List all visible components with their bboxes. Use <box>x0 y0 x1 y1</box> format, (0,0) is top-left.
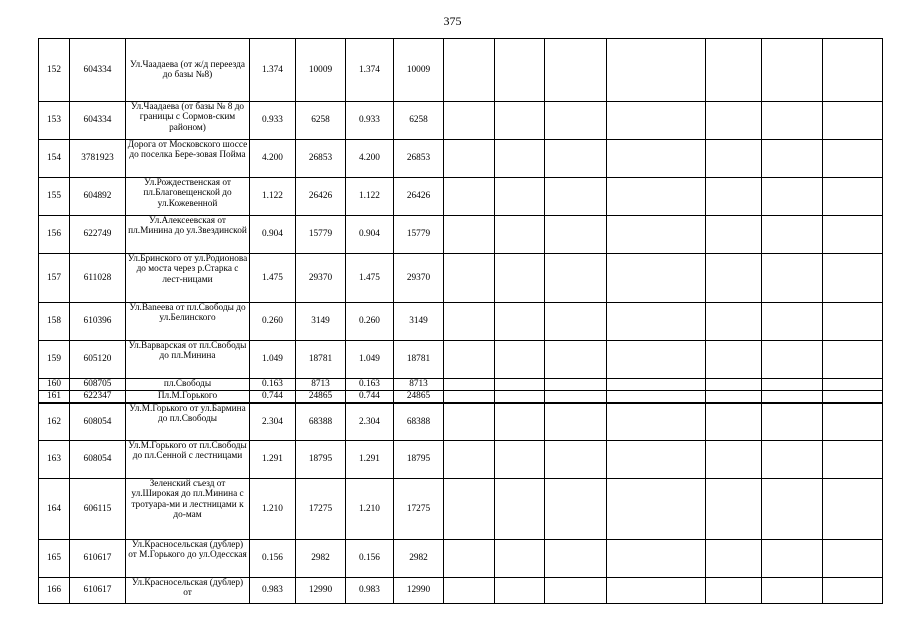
road-name: Ул.Красносельская (дублер) от М.Горького до ул.Одесская <box>126 540 250 578</box>
empty-cell <box>444 540 495 578</box>
road-name: Ул.Чаадаева (от ж/д переезда до базы №8) <box>126 39 250 102</box>
area-total: 68388 <box>296 403 346 441</box>
area-part: 8713 <box>394 379 444 391</box>
length-total: 1.291 <box>250 441 296 479</box>
empty-cell <box>444 102 495 140</box>
empty-cell <box>545 391 607 403</box>
area-total: 24865 <box>296 391 346 403</box>
empty-cell <box>762 216 823 254</box>
area-total: 17275 <box>296 479 346 540</box>
table-row <box>39 178 883 216</box>
empty-cell <box>444 479 495 540</box>
area-total: 8713 <box>296 379 346 391</box>
road-code: 610396 <box>70 303 126 341</box>
empty-cell <box>444 303 495 341</box>
area-part: 29370 <box>394 254 444 303</box>
empty-cell <box>545 379 607 391</box>
empty-cell <box>444 578 495 604</box>
row-number: 157 <box>39 254 70 303</box>
empty-cell <box>545 140 607 178</box>
length-part: 1.475 <box>346 254 394 303</box>
empty-cell <box>495 441 545 479</box>
length-part: 0.260 <box>346 303 394 341</box>
empty-cell <box>823 391 883 403</box>
row-number: 160 <box>39 379 70 391</box>
empty-cell <box>607 102 706 140</box>
empty-cell <box>823 578 883 604</box>
empty-cell <box>495 254 545 303</box>
empty-cell <box>607 379 706 391</box>
empty-cell <box>762 391 823 403</box>
empty-cell <box>444 216 495 254</box>
empty-cell <box>823 341 883 379</box>
length-part: 1.049 <box>346 341 394 379</box>
empty-cell <box>607 216 706 254</box>
empty-cell <box>607 403 706 441</box>
length-total: 0.156 <box>250 540 296 578</box>
empty-cell <box>823 254 883 303</box>
table-row <box>39 216 883 254</box>
length-part: 0.163 <box>346 379 394 391</box>
row-number: 155 <box>39 178 70 216</box>
empty-cell <box>444 403 495 441</box>
length-total: 0.163 <box>250 379 296 391</box>
length-part: 1.291 <box>346 441 394 479</box>
empty-cell <box>762 403 823 441</box>
length-total: 0.744 <box>250 391 296 403</box>
area-part: 68388 <box>394 403 444 441</box>
row-number: 161 <box>39 391 70 403</box>
empty-cell <box>545 403 607 441</box>
length-part: 2.304 <box>346 403 394 441</box>
road-name: Ул.М.Горького от ул.Бармина до пл.Свободы <box>126 403 250 441</box>
empty-cell <box>495 303 545 341</box>
empty-cell <box>545 216 607 254</box>
road-name: Ул.Ваneева от пл.Свободы до ул.Белинского <box>126 303 250 341</box>
table-row <box>39 441 883 479</box>
length-total: 2.304 <box>250 403 296 441</box>
length-total: 1.210 <box>250 479 296 540</box>
table-row <box>39 39 883 102</box>
length-part: 1.374 <box>346 39 394 102</box>
area-part: 12990 <box>394 578 444 604</box>
empty-cell <box>823 441 883 479</box>
empty-cell <box>762 578 823 604</box>
length-total: 0.983 <box>250 578 296 604</box>
empty-cell <box>762 341 823 379</box>
length-part: 0.156 <box>346 540 394 578</box>
road-name: Ул.Рождественская от пл.Благовещенской до ул.Кожевенной <box>126 178 250 216</box>
empty-cell <box>823 216 883 254</box>
row-number: 166 <box>39 578 70 604</box>
empty-cell <box>823 303 883 341</box>
road-code: 608054 <box>70 441 126 479</box>
empty-cell <box>823 479 883 540</box>
row-number: 156 <box>39 216 70 254</box>
empty-cell <box>444 441 495 479</box>
area-total: 26426 <box>296 178 346 216</box>
row-number: 154 <box>39 140 70 178</box>
empty-cell <box>545 540 607 578</box>
area-part: 15779 <box>394 216 444 254</box>
area-total: 2982 <box>296 540 346 578</box>
roads-table <box>38 38 883 604</box>
empty-cell <box>444 254 495 303</box>
area-part: 10009 <box>394 39 444 102</box>
road-name: пл.Свободы <box>126 379 250 391</box>
area-part: 18795 <box>394 441 444 479</box>
empty-cell <box>607 39 706 102</box>
empty-cell <box>823 178 883 216</box>
empty-cell <box>762 178 823 216</box>
length-part: 0.744 <box>346 391 394 403</box>
empty-cell <box>495 102 545 140</box>
empty-cell <box>545 39 607 102</box>
empty-cell <box>444 140 495 178</box>
length-part: 4.200 <box>346 140 394 178</box>
empty-cell <box>444 341 495 379</box>
road-code: 604892 <box>70 178 126 216</box>
row-number: 162 <box>39 403 70 441</box>
empty-cell <box>495 540 545 578</box>
empty-cell <box>545 341 607 379</box>
area-total: 18781 <box>296 341 346 379</box>
empty-cell <box>706 178 762 216</box>
empty-cell <box>607 441 706 479</box>
length-total: 1.475 <box>250 254 296 303</box>
empty-cell <box>495 216 545 254</box>
area-part: 3149 <box>394 303 444 341</box>
road-name: Ул.Бринского от ул.Родионова до моста через р.Старка с лест-ницами <box>126 254 250 303</box>
empty-cell <box>823 140 883 178</box>
empty-cell <box>762 540 823 578</box>
road-code: 622749 <box>70 216 126 254</box>
empty-cell <box>495 578 545 604</box>
empty-cell <box>823 39 883 102</box>
empty-cell <box>495 403 545 441</box>
empty-cell <box>545 303 607 341</box>
row-number: 164 <box>39 479 70 540</box>
area-part: 2982 <box>394 540 444 578</box>
empty-cell <box>762 39 823 102</box>
empty-cell <box>607 391 706 403</box>
area-total: 3149 <box>296 303 346 341</box>
empty-cell <box>607 254 706 303</box>
road-name: Зеленский съезд от ул.Широкая до пл.Минина с тротуара-ми и лестницами к до-мам <box>126 479 250 540</box>
row-number: 152 <box>39 39 70 102</box>
empty-cell <box>545 178 607 216</box>
empty-cell <box>706 254 762 303</box>
empty-cell <box>823 379 883 391</box>
length-total: 1.374 <box>250 39 296 102</box>
area-part: 26853 <box>394 140 444 178</box>
empty-cell <box>495 140 545 178</box>
empty-cell <box>762 379 823 391</box>
table-row <box>39 102 883 140</box>
row-number: 159 <box>39 341 70 379</box>
table-row <box>39 479 883 540</box>
length-total: 4.200 <box>250 140 296 178</box>
empty-cell <box>706 391 762 403</box>
empty-cell <box>545 254 607 303</box>
length-part: 0.983 <box>346 578 394 604</box>
empty-cell <box>762 254 823 303</box>
length-total: 1.122 <box>250 178 296 216</box>
length-total: 0.904 <box>250 216 296 254</box>
empty-cell <box>545 479 607 540</box>
empty-cell <box>607 578 706 604</box>
road-name: Ул.Варварская от пл.Свободы до пл.Минина <box>126 341 250 379</box>
area-total: 10009 <box>296 39 346 102</box>
empty-cell <box>823 403 883 441</box>
area-total: 18795 <box>296 441 346 479</box>
empty-cell <box>444 379 495 391</box>
empty-cell <box>706 102 762 140</box>
table-row <box>39 303 883 341</box>
road-code: 605120 <box>70 341 126 379</box>
area-part: 24865 <box>394 391 444 403</box>
length-part: 0.933 <box>346 102 394 140</box>
empty-cell <box>706 341 762 379</box>
road-name: Ул.Чаадаева (от базы № 8 до границы с Сормов-ским районом) <box>126 102 250 140</box>
road-code: 608054 <box>70 403 126 441</box>
empty-cell <box>706 303 762 341</box>
road-name: Ул.М.Горького от пл.Свободы до пл.Сенной с лестницами <box>126 441 250 479</box>
area-total: 12990 <box>296 578 346 604</box>
empty-cell <box>607 140 706 178</box>
empty-cell <box>706 578 762 604</box>
empty-cell <box>706 441 762 479</box>
table-row <box>39 379 883 391</box>
road-code: 604334 <box>70 102 126 140</box>
empty-cell <box>762 479 823 540</box>
empty-cell <box>762 441 823 479</box>
table-row <box>39 341 883 379</box>
road-name: Дорога от Московского шоссе до поселка Бере-зовая Пойма <box>126 140 250 178</box>
empty-cell <box>762 102 823 140</box>
road-code: 608705 <box>70 379 126 391</box>
table-row <box>39 254 883 303</box>
table-row <box>39 140 883 178</box>
empty-cell <box>706 216 762 254</box>
empty-cell <box>495 479 545 540</box>
length-part: 1.122 <box>346 178 394 216</box>
road-code: 604334 <box>70 39 126 102</box>
row-number: 153 <box>39 102 70 140</box>
empty-cell <box>607 303 706 341</box>
length-total: 0.933 <box>250 102 296 140</box>
empty-cell <box>444 391 495 403</box>
road-code: 606115 <box>70 479 126 540</box>
area-total: 6258 <box>296 102 346 140</box>
table-row <box>39 540 883 578</box>
length-total: 1.049 <box>250 341 296 379</box>
road-code: 611028 <box>70 254 126 303</box>
area-total: 26853 <box>296 140 346 178</box>
empty-cell <box>823 102 883 140</box>
road-code: 610617 <box>70 578 126 604</box>
empty-cell <box>495 341 545 379</box>
empty-cell <box>823 540 883 578</box>
length-part: 0.904 <box>346 216 394 254</box>
empty-cell <box>706 403 762 441</box>
area-part: 17275 <box>394 479 444 540</box>
empty-cell <box>607 479 706 540</box>
empty-cell <box>495 379 545 391</box>
row-number: 158 <box>39 303 70 341</box>
empty-cell <box>495 391 545 403</box>
road-code: 3781923 <box>70 140 126 178</box>
road-code: 622347 <box>70 391 126 403</box>
empty-cell <box>706 140 762 178</box>
empty-cell <box>706 379 762 391</box>
empty-cell <box>444 178 495 216</box>
road-name: Ул.Красносельская (дублер) от <box>126 578 250 604</box>
empty-cell <box>545 578 607 604</box>
empty-cell <box>607 540 706 578</box>
empty-cell <box>495 39 545 102</box>
area-total: 29370 <box>296 254 346 303</box>
area-part: 6258 <box>394 102 444 140</box>
length-total: 0.260 <box>250 303 296 341</box>
empty-cell <box>545 102 607 140</box>
empty-cell <box>706 479 762 540</box>
empty-cell <box>762 303 823 341</box>
empty-cell <box>706 39 762 102</box>
road-name: Ул.Алексеевская от пл.Минина до ул.Звездинской <box>126 216 250 254</box>
empty-cell <box>444 39 495 102</box>
row-number: 165 <box>39 540 70 578</box>
page-number: 375 <box>443 14 462 28</box>
area-part: 18781 <box>394 341 444 379</box>
length-part: 1.210 <box>346 479 394 540</box>
table-row <box>39 391 883 403</box>
empty-cell <box>607 341 706 379</box>
area-total: 15779 <box>296 216 346 254</box>
road-code: 610617 <box>70 540 126 578</box>
empty-cell <box>762 140 823 178</box>
table-row <box>39 578 883 604</box>
area-part: 26426 <box>394 178 444 216</box>
road-name: Пл.М.Горького <box>126 391 250 403</box>
empty-cell <box>495 178 545 216</box>
empty-cell <box>706 540 762 578</box>
table-row <box>39 403 883 441</box>
empty-cell <box>607 178 706 216</box>
row-number: 163 <box>39 441 70 479</box>
empty-cell <box>545 441 607 479</box>
